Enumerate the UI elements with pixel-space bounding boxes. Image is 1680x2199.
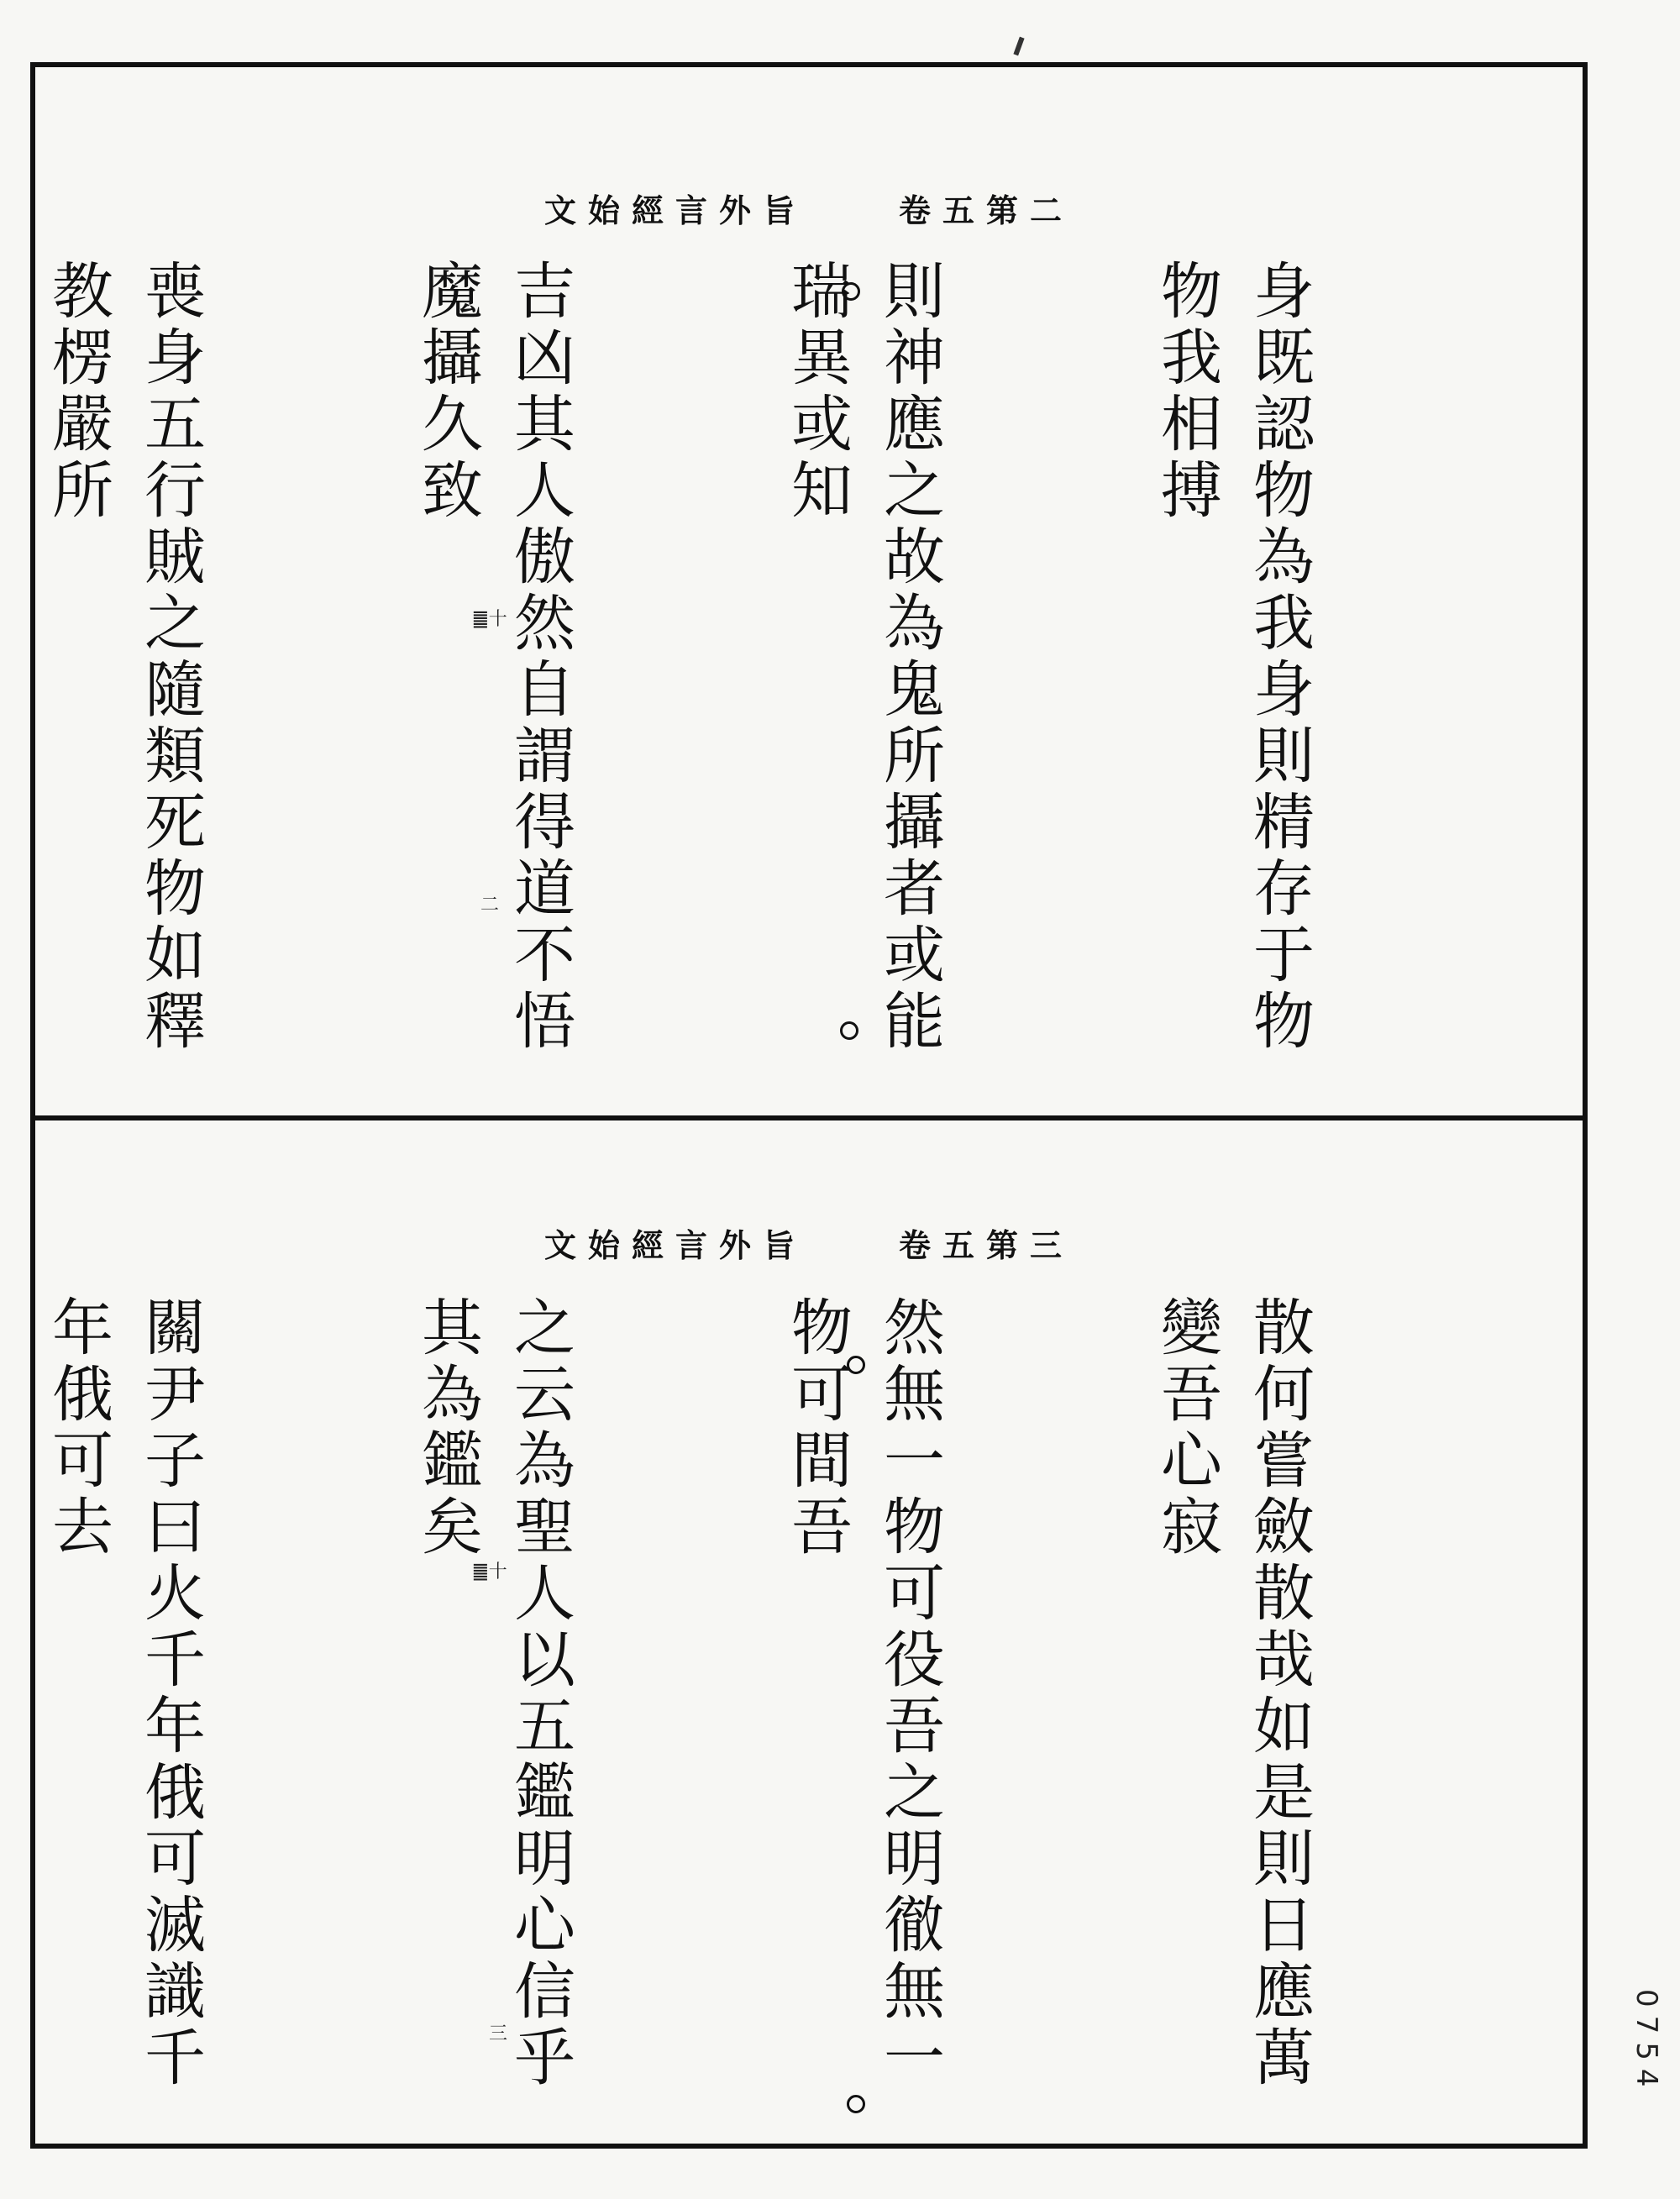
upper-page bbox=[35, 67, 1583, 1115]
margin-note: ䷀十 bbox=[472, 1561, 507, 1582]
book-title: 文始經言外旨 bbox=[543, 192, 806, 229]
volume-label: 卷五第三 bbox=[899, 1226, 1074, 1264]
text-column: 然無一物可役吾之明徹無一物可間吾 bbox=[780, 1295, 944, 2091]
circle-mark bbox=[842, 282, 860, 301]
page-frame bbox=[30, 62, 1588, 2149]
scan-tick-mark bbox=[1013, 37, 1024, 56]
body-text bbox=[41, 1295, 1509, 2110]
text-column: 散何嘗斂散哉如是則日應萬變吾心寂 bbox=[1150, 1295, 1314, 2091]
margin-note: 二 bbox=[480, 895, 500, 916]
circle-mark bbox=[847, 2095, 865, 2113]
page-header bbox=[35, 185, 1583, 231]
lower-page bbox=[35, 1120, 1583, 2144]
text-column: 關尹子曰火千年俄可滅識千年俄可去 bbox=[41, 1295, 205, 2091]
body-text bbox=[41, 259, 1509, 1082]
text-column: 之云為聖人以五鑑明心信乎其為鑑矣 bbox=[411, 1295, 575, 2091]
text-column: 吉凶其人傲然自謂得道不悟魔攝久致 bbox=[411, 259, 575, 1055]
page-number: 0754 bbox=[1630, 1989, 1663, 2096]
circle-mark bbox=[840, 1021, 858, 1040]
circle-mark bbox=[847, 1356, 865, 1374]
text-column: 身既認物為我身則精存于物物我相搏 bbox=[1150, 259, 1314, 1055]
book-title: 文始經言外旨 bbox=[543, 1226, 806, 1264]
page-header bbox=[35, 1220, 1583, 1266]
margin-note: 三 bbox=[489, 2023, 508, 2044]
volume-label: 卷五第二 bbox=[899, 192, 1074, 229]
text-column: 喪身五行賊之隨類死物如釋教楞嚴所 bbox=[41, 259, 205, 1055]
text-column: 則神應之故為鬼所攝者或能瑞異或知 bbox=[780, 259, 944, 1055]
margin-note: ䷀十 bbox=[472, 609, 507, 630]
